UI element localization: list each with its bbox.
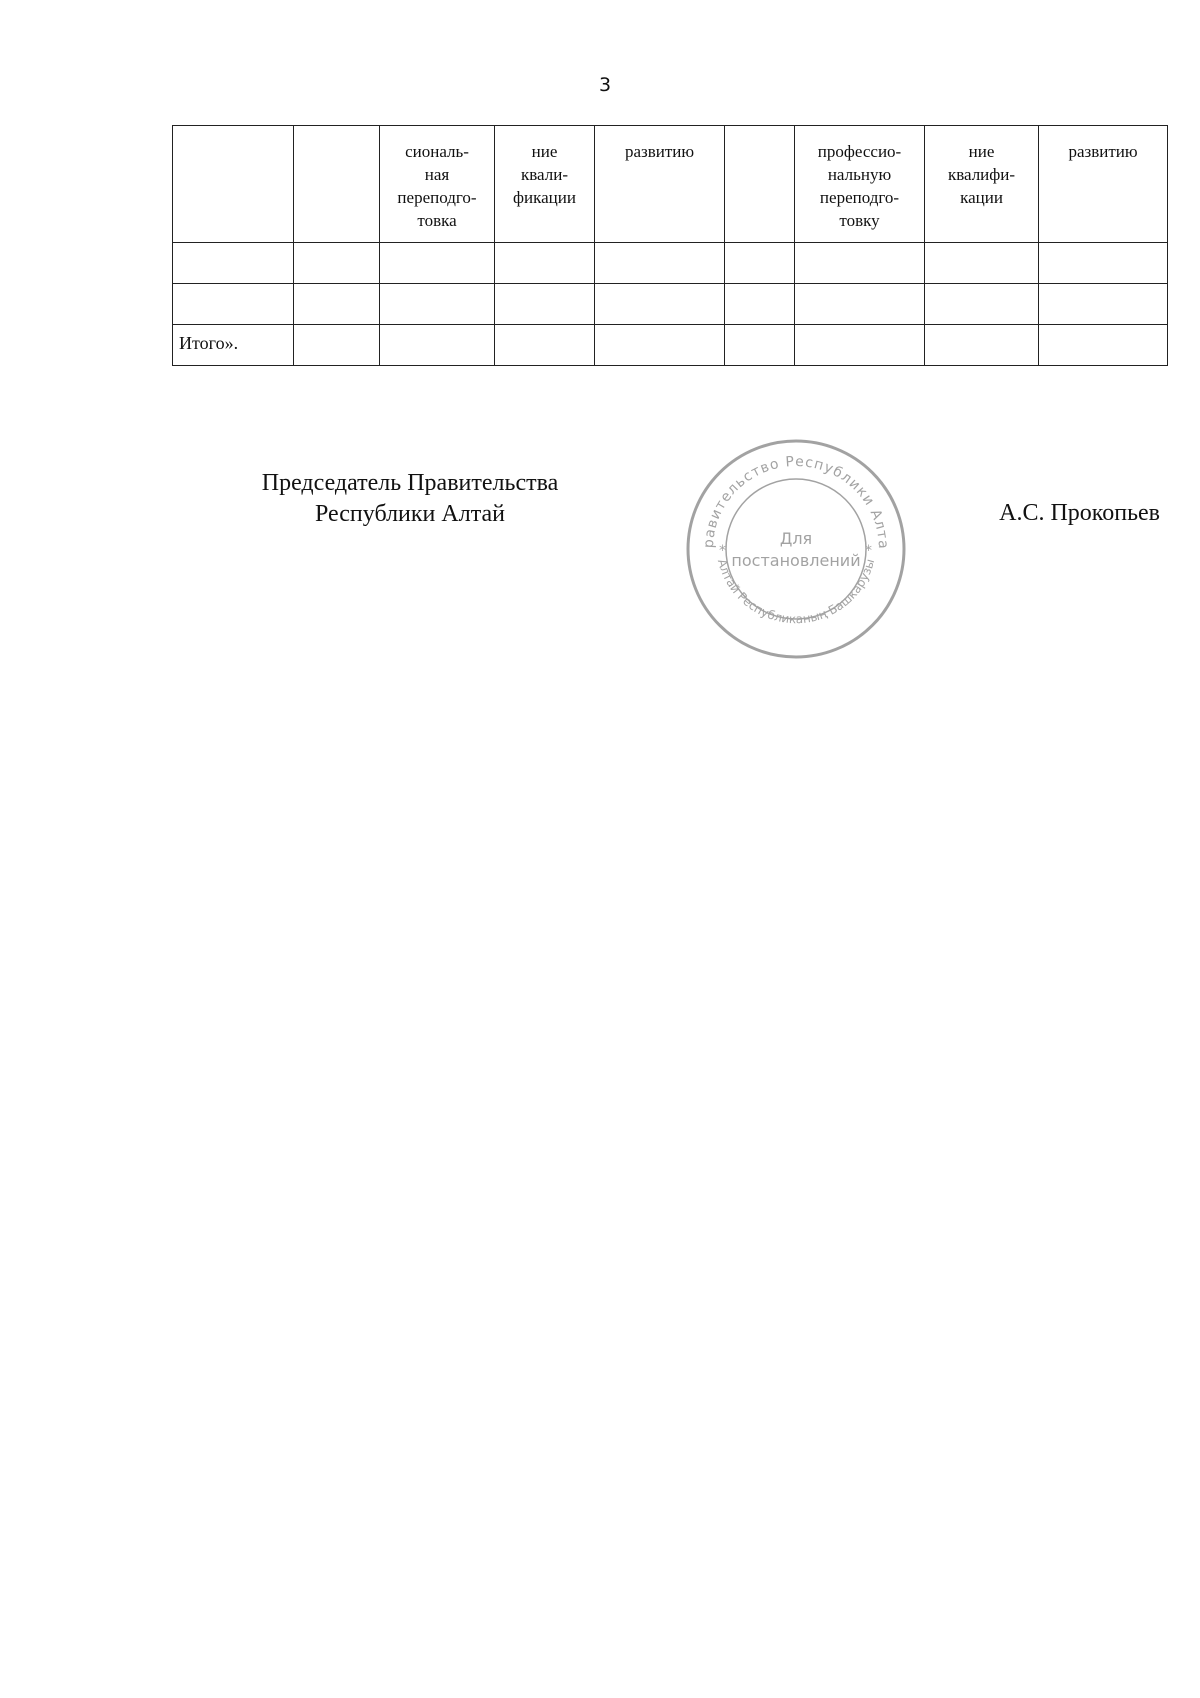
- svg-text:*: *: [865, 543, 872, 559]
- table-cell: Итого».: [173, 325, 294, 366]
- table-cell: [1039, 284, 1168, 325]
- table-row: [173, 243, 1168, 284]
- table-cell: [380, 243, 495, 284]
- table-cell: [925, 284, 1039, 325]
- signatory-title: [220, 468, 600, 530]
- table-cell: [725, 325, 795, 366]
- table-cell: [795, 243, 925, 284]
- table-cell: [294, 284, 380, 325]
- table-cell: [495, 243, 595, 284]
- table-cell: [380, 284, 495, 325]
- table-cell: [595, 243, 725, 284]
- header-cell: развитию: [595, 126, 725, 243]
- seal-center-line-1: Для: [779, 529, 813, 548]
- table-cell: [725, 243, 795, 284]
- header-cell: ние квали- фикации: [495, 126, 595, 243]
- seal-outer-text: равительство Республики Алта: [700, 453, 892, 550]
- header-cell: ние квалифи- кации: [925, 126, 1039, 243]
- header-cell: развитию: [1039, 126, 1168, 243]
- table-cell: [294, 243, 380, 284]
- table-header-row: [173, 126, 1168, 243]
- header-cell: [294, 126, 380, 243]
- table-cell: [595, 284, 725, 325]
- official-seal: [683, 436, 909, 662]
- table-cell: [294, 325, 380, 366]
- signatory-title-line-1: Председатель Правительства: [261, 470, 559, 496]
- table-cell: [795, 325, 925, 366]
- table-row: [173, 284, 1168, 325]
- signatory-title-line-2: Республики Алтай: [315, 501, 505, 527]
- table-cell: [1039, 243, 1168, 284]
- table-cell: [595, 325, 725, 366]
- data-table: [172, 125, 1168, 366]
- svg-text:*: *: [719, 543, 726, 559]
- header-cell: [725, 126, 795, 243]
- table-cell: [173, 284, 294, 325]
- seal-center-line-2: постановлений: [731, 551, 861, 570]
- header-cell: сиональ- ная переподго- товка: [380, 126, 495, 243]
- signatory-name: А.С. Прокопьев: [999, 500, 1160, 526]
- table-cell: [173, 243, 294, 284]
- header-cell: профессио- нальную переподго- товку: [795, 126, 925, 243]
- page-number: 3: [598, 74, 612, 96]
- header-cell: [173, 126, 294, 243]
- table-cell: [725, 284, 795, 325]
- table-cell: [495, 284, 595, 325]
- table-cell: [495, 325, 595, 366]
- table-cell: [380, 325, 495, 366]
- table-cell: [925, 325, 1039, 366]
- seal-graphic: [683, 436, 909, 662]
- table-cell: [795, 284, 925, 325]
- table-cell: [1039, 325, 1168, 366]
- seal-bottom-text: Алтай Республиканың Башкарузы: [714, 557, 878, 627]
- table-cell: [925, 243, 1039, 284]
- table-row: [173, 325, 1168, 366]
